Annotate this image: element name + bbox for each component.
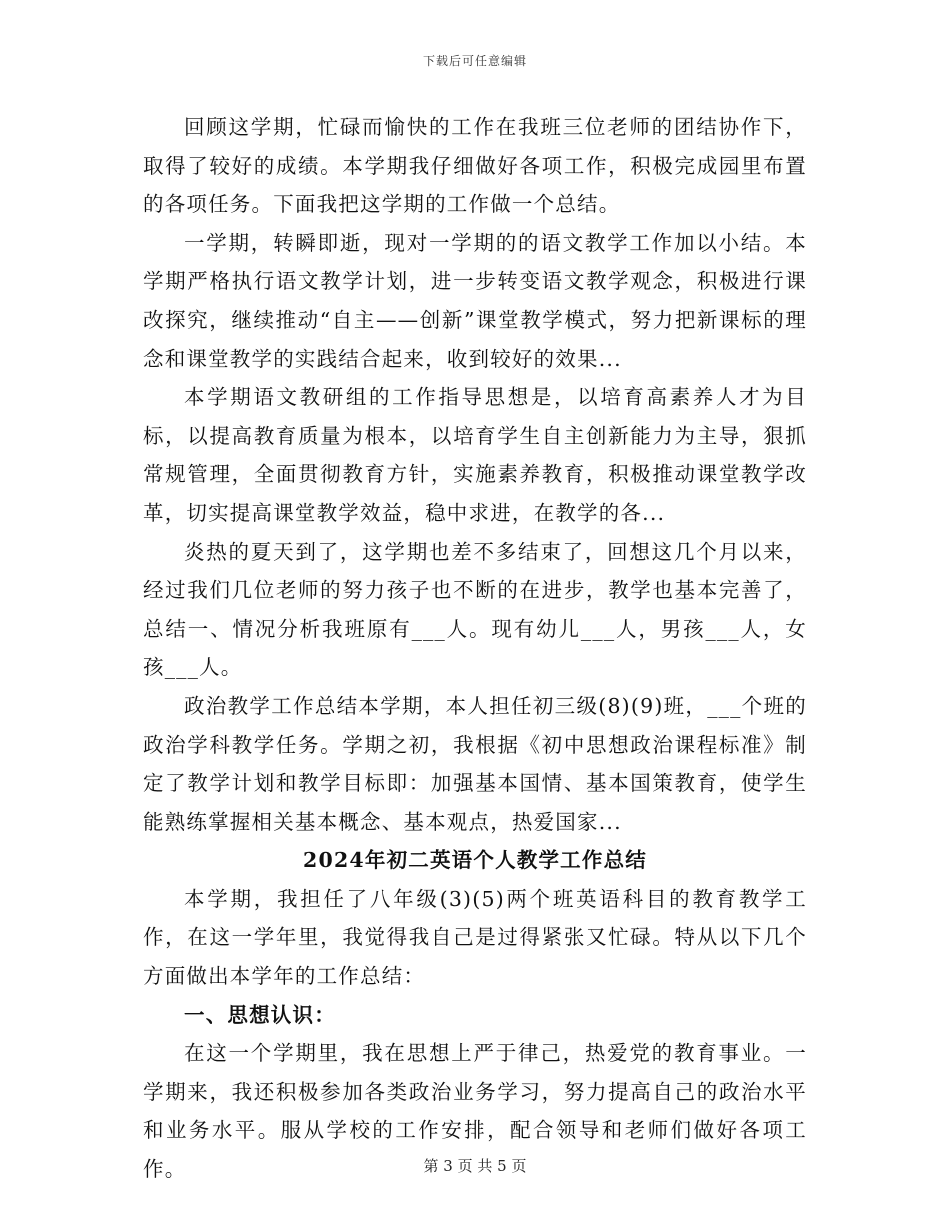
intro-paragraph: 本学期，我担任了八年级(3)(5)两个班英语科目的教育教学工作，在这一学年里，我觉得我自己是过得紧张又忙碌。特从以下几个方面做出本学年的工作总结：: [143, 886, 807, 989]
paragraph-4: 炎热的夏天到了，这学期也差不多结束了，回想这几个月以来，经过我们几位老师的努力孩子也不断的在进步，教学也基本完善了，总结一、情况分析我班原有___人。现有幼儿___人，男孩___人，女孩___人。: [143, 539, 807, 680]
section-title: 2024年初二英语个人教学工作总结: [303, 848, 647, 873]
paragraph-3: 本学期语文教研组的工作指导思想是，以培育高素养人才为目标，以提高教育质量为根本，以培育学生自主创新能力为主导，狠抓常规管理，全面贯彻教育方针，实施素养教育，积极推动课堂教学改革，切实提高课堂教学效益，稳中求进，在教学的各...: [143, 385, 807, 525]
thoughts-paragraph: 在这一个学期里，我在思想上严于律己，热爱党的教育事业。一学期来，我还积极参加各类政治业务学习，努力提高自己的政治水平和业务水平。服从学校的工作安排，配合领导和老师们做好各项工作。: [143, 1041, 807, 1182]
paragraph-2: 一学期，转瞬即逝，现对一学期的的语文教学工作加以小结。本学期严格执行语文教学计划，进一步转变语文教学观念，积极进行课改探究，继续推动“自主——创新”课堂教学模式，努力把新课标的理念和课堂教学的实践结合起来，收到较好的效果...: [143, 230, 807, 371]
document-body: [143, 108, 807, 1189]
page-number: 第 3 页 共 5 页: [423, 1157, 527, 1175]
paragraph-5: 政治教学工作总结本学期，本人担任初三级(8)(9)班，___个班的政治学科教学任务。学期之初，我根据《初中思想政治课程标准》制定了教学计划和教学目标即：加强基本国情、基本国策教育，使学生能熟练掌握相关基本概念、基本观点，热爱国家...: [143, 693, 807, 834]
paragraph-1: 回顾这学期，忙碌而愉快的工作在我班三位老师的团结协作下，取得了较好的成绩。本学期我仔细做好各项工作，积极完成园里布置的各项任务。下面我把这学期的工作做一个总结。: [143, 115, 807, 217]
page-header-note: 下载后可任意编辑: [422, 54, 527, 68]
sub-heading-thoughts: 一、思想认识：: [184, 1002, 336, 1027]
